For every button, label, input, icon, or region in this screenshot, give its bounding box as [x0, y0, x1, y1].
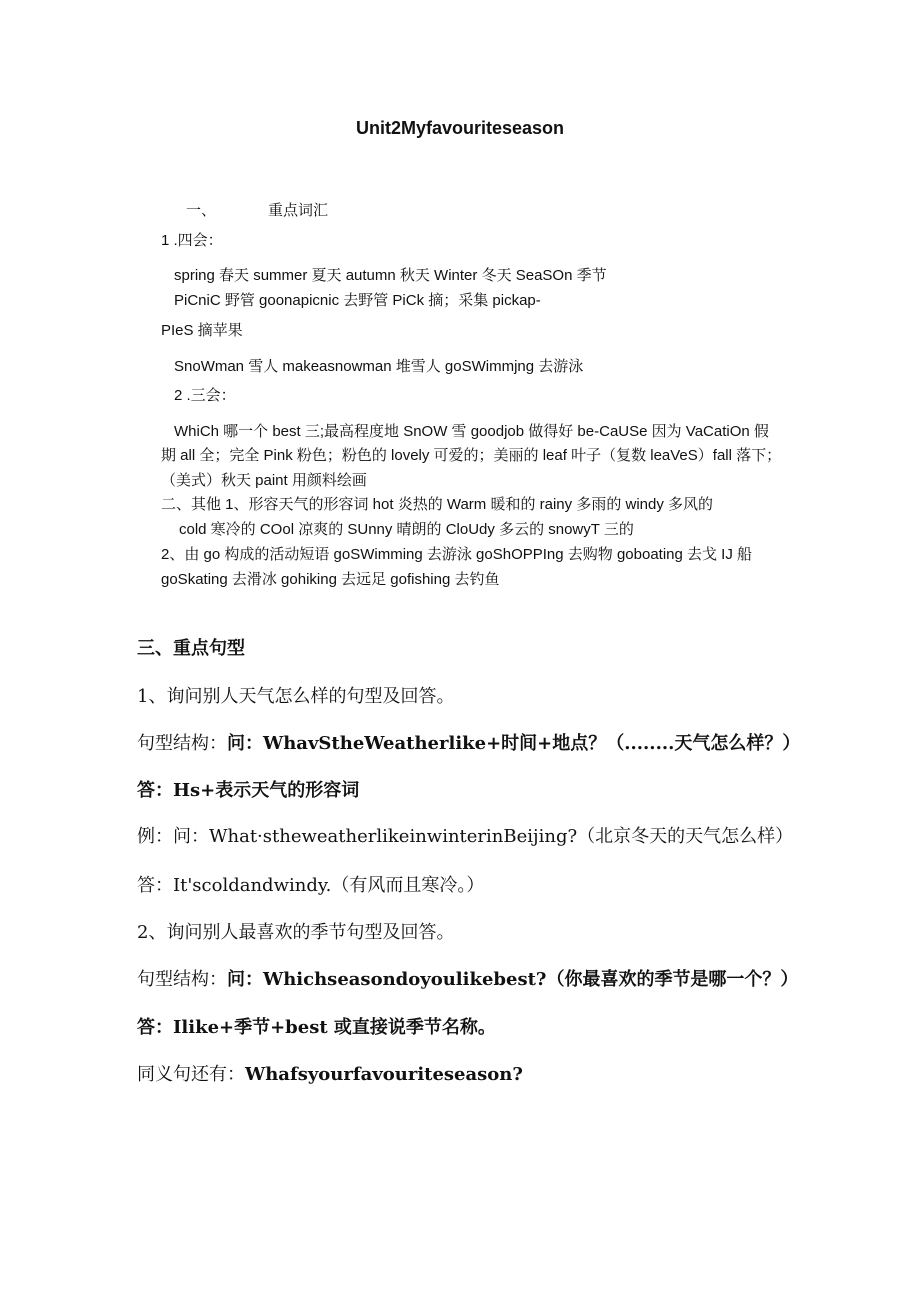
- pattern-2-text: 问：Whichseasondoyoulikebest?（你最喜欢的季节是哪一个？）: [227, 969, 799, 990]
- section-1-number: 一、: [186, 202, 217, 219]
- pattern-1-label: 句型结构：: [137, 733, 227, 754]
- synonym-label: 同义句还有：: [137, 1064, 245, 1085]
- vocab-line-6: 期 all 全；完全 Pink 粉色；粉色的 lovely 可爱的；美丽的 leaf 叶子（复数 leaVeS）fall 落下；: [161, 447, 782, 464]
- pattern-1-text: 问：WhavStheWeatherlike+时间+地点？（........天气怎么样？）: [227, 733, 801, 754]
- example-answer-label: 答：: [137, 875, 173, 896]
- example-question-text: 问：What·stheweatherlikeinwinterinBeijing?（北京冬天的天气怎么样）: [173, 826, 794, 847]
- section-3-heading: 三、重点句型: [137, 638, 245, 659]
- vocab-line-1: spring 春天 summer 夏天 autumn 秋天 Winter 冬天 SeaSOn 季节: [174, 267, 607, 284]
- page-title: Unit2Myfavouriteseason: [355, 118, 565, 138]
- section-1-heading: 重点词汇: [268, 202, 329, 219]
- answer-1: 答：Hs+表示天气的形容词: [137, 780, 360, 801]
- go-activity-phrases-line-2: goSkating 去滑冰 gohiking 去远足 gofishing 去钓鱼: [161, 571, 500, 588]
- vocab-line-7: （美式）秋天 paint 用颜料绘画: [161, 472, 367, 489]
- go-activity-phrases: 2、由 go 构成的活动短语 goSWimming 去游泳 goShOPPIng 去购物 goboating 去戈 IJ 船: [161, 546, 753, 563]
- example-label: 例：: [137, 826, 173, 847]
- example-question: [137, 822, 793, 848]
- other-weather-adjectives: 二、其他 1、形容天气的形容词 hot 炎热的 Warm 暖和的 rainy 多雨的 windy 多风的: [161, 496, 713, 513]
- weather-adjectives-line-2: cold 寒冷的 COol 凉爽的 SUnny 晴朗的 CloUdy 多云的 snowyT 三的: [179, 521, 634, 538]
- question-2: 2、询问别人最喜欢的季节句型及回答。: [137, 922, 455, 943]
- example-answer-text: It'scoldandwindy.（有风而且寒冷。）: [173, 875, 485, 896]
- answer-2: 答：Ilike+季节+best 或直接说季节名称。: [137, 1017, 496, 1038]
- synonym-text: Whafsyourfavouriteseason?: [245, 1064, 523, 1085]
- vocab-line-3: PIeS 摘苹果: [161, 322, 243, 339]
- vocab-line-4: SnoWman 雪人 makeasnowman 堆雪人 goSWimmjng 去游泳: [174, 358, 584, 375]
- vocab-line-2: PiCniC 野管 goonapicnic 去野管 PiCk 摘；采集 pickap-: [174, 292, 541, 309]
- pattern-1: [137, 729, 800, 755]
- pattern-2: [137, 965, 798, 991]
- example-answer: [137, 871, 484, 897]
- vocab-line-5: WhiCh 哪一个 best 三;最高程度地 SnOW 雪 goodjob 做得好 be-CaUSe 因为 VaCatiOn 假: [174, 423, 769, 440]
- pattern-2-label: 句型结构：: [137, 969, 227, 990]
- subsection-three-skills: 2 .三会：: [174, 387, 236, 404]
- question-1: 1、询问别人天气怎么样的句型及回答。: [137, 686, 455, 707]
- subsection-four-skills: 1 .四会：: [161, 232, 223, 249]
- synonym-sentence: [137, 1060, 523, 1086]
